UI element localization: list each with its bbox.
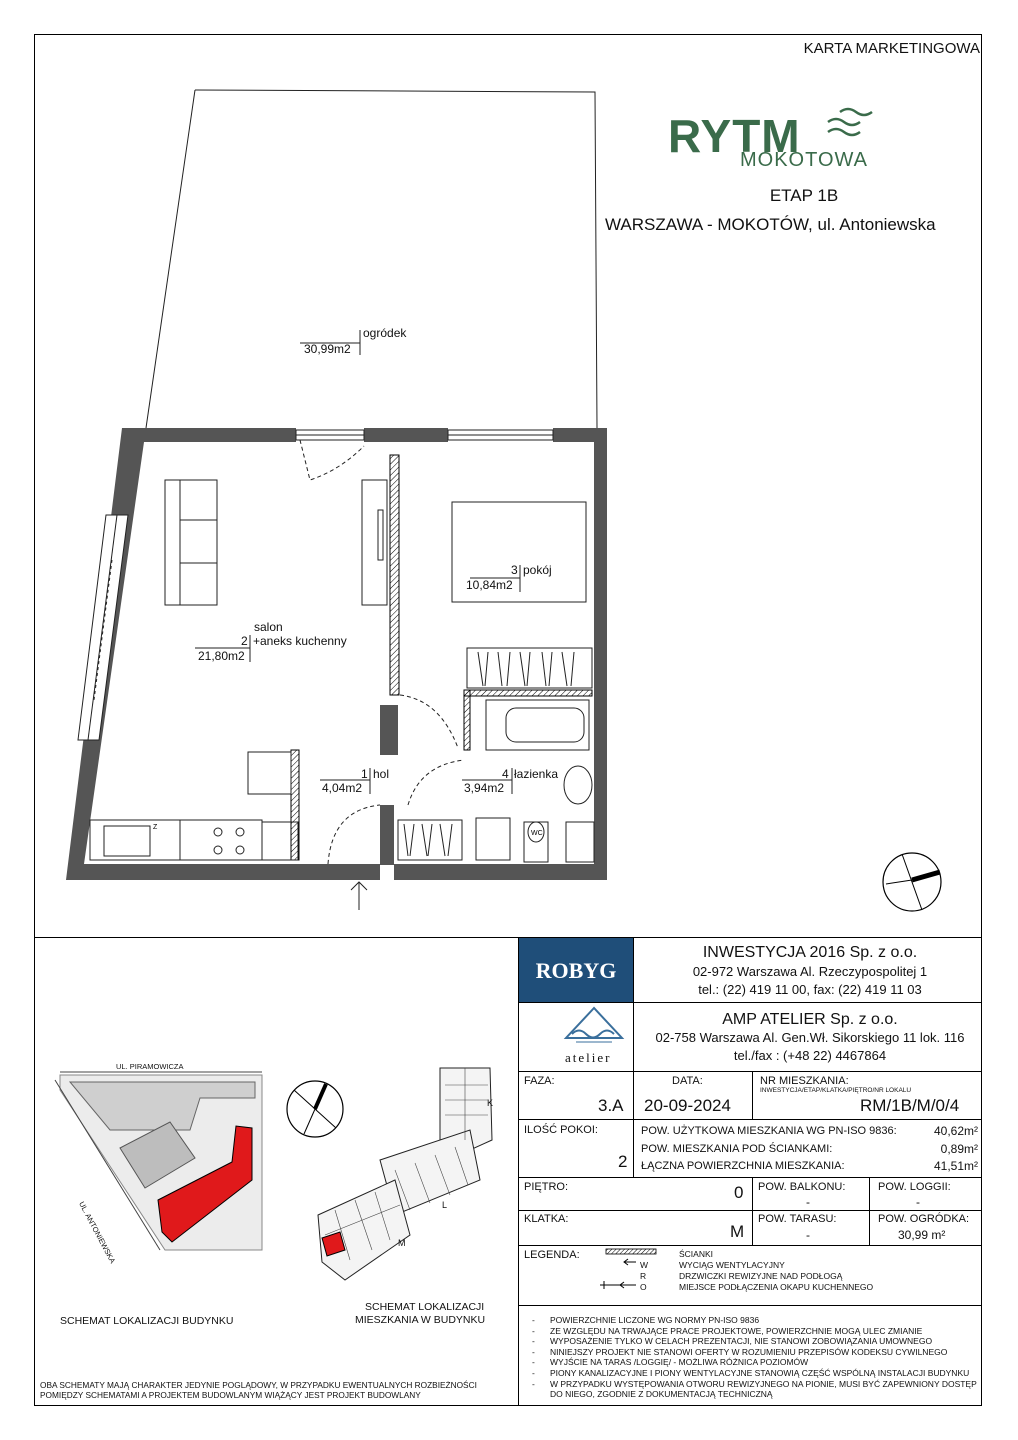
- legend-item-1: WYCIĄG WENTYLACYJNY: [679, 1260, 785, 1270]
- room-2-name-2: +aneks kuchenny: [253, 634, 347, 648]
- mark-l: L: [442, 1200, 448, 1210]
- balkon-label: POW. BALKONU:: [758, 1181, 846, 1193]
- room-garden-name: ogródek: [363, 326, 407, 340]
- architect-address: 02-758 Warszawa Al. Gen.Wł. Sikorskiego 11 lok. 116: [655, 1030, 965, 1045]
- pokoi-value: 2: [618, 1152, 628, 1171]
- pow-scianki-label: POW. MIESZKANIA POD ŚCIANKAMI:: [641, 1143, 833, 1155]
- atelier-text: atelier: [565, 1050, 612, 1065]
- disclaimer-2: POMIĘDZY SCHEMATAMI A PROJEKTEM BUDOWLANYM WIĄŻĄCY JEST PROJEKT BUDOWLANY: [40, 1390, 421, 1400]
- ogrodek-label: POW. OGRÓDKA:: [878, 1213, 970, 1225]
- loggia-value: -: [916, 1195, 920, 1209]
- legend-title: LEGENDA:: [524, 1249, 580, 1261]
- legend-symbols: [600, 1248, 674, 1294]
- architect-phone: tel./fax : (+48 22) 4467864: [733, 1048, 887, 1063]
- room-4-num: 4: [502, 767, 509, 781]
- building-schema-label: SCHEMAT LOKALIZACJI BUDYNKU: [60, 1315, 234, 1327]
- klatka-value: M: [730, 1222, 745, 1241]
- room-4-area: 3,94m2: [464, 781, 505, 795]
- pietro-value: 0: [734, 1183, 744, 1202]
- mark-k: K: [487, 1098, 494, 1108]
- note-0: - POWIERZCHNIE LICZONE WG NORMY PN-ISO 9836: [532, 1315, 760, 1325]
- room-1-name: hol: [373, 767, 390, 781]
- rytm-logo: [668, 104, 880, 174]
- legend-item-0: ŚCIANKI: [679, 1249, 714, 1259]
- nr-value: RM/1B/M/0/4: [860, 1096, 960, 1115]
- room-3-name: pokój: [523, 563, 552, 577]
- location: WARSZAWA - MOKOTÓW, ul. Antoniewska: [605, 215, 936, 234]
- wall-right: [394, 428, 607, 880]
- pietro-label: PIĘTRO:: [524, 1181, 569, 1193]
- pow-scianki-value: 0,89m²: [940, 1142, 978, 1156]
- room-garden-area: 30,99m2: [304, 342, 351, 356]
- street-piramowicza: UL. PIRAMOWICZA: [116, 1062, 184, 1071]
- faza-label: FAZA:: [524, 1075, 555, 1087]
- legend-item-2: DRZWICZKI REWIZYJNE NAD PODŁOGĄ: [679, 1271, 843, 1281]
- building-schema: [310, 1062, 510, 1296]
- room-2-area: 21,80m2: [198, 649, 245, 663]
- klatka-label: KLATKA:: [524, 1213, 569, 1225]
- pow-laczna-value: 41,51m²: [933, 1159, 978, 1173]
- nr-sub: INWESTYCJA/ETAP/KLATKA/PIĘTRO/NR LOKALU: [760, 1087, 912, 1094]
- robyg-text: ROBYG: [535, 958, 617, 983]
- loggia-label: POW. LOGGII:: [878, 1181, 951, 1193]
- room-1-num: 1: [361, 767, 368, 781]
- note-7: DO NIEGO, ZGODNIE Z DOKUMENTACJĄ TECHNICZNĄ: [550, 1389, 773, 1400]
- z-label: Z: [153, 824, 158, 831]
- pokoi-label: ILOŚĆ POKOI:: [524, 1124, 598, 1136]
- site-schema: [50, 1058, 280, 1258]
- room-3-area: 10,84m2: [466, 578, 513, 592]
- card-title: KARTA MARKETINGOWA: [803, 40, 980, 57]
- wc-label: WC: [531, 830, 543, 837]
- room-2-num: 2: [241, 634, 248, 648]
- nr-label: NR MIESZKANIA:: [760, 1075, 849, 1087]
- apartment-schema-label-2: MIESZKANIA W BUDYNKU: [355, 1314, 486, 1326]
- taras-value: -: [806, 1228, 810, 1242]
- logo-main: RYTM: [668, 110, 801, 162]
- note-4: - WYJŚCIE NA TARAS /LOGGIĘ/ - MOŻLIWA RÓŻNICA POZIOMÓW: [532, 1357, 809, 1368]
- room-1-area: 4,04m2: [322, 781, 363, 795]
- investor-name: INWESTYCJA 2016 Sp. z o.o.: [702, 944, 918, 961]
- investor-phone: tel.: (22) 419 11 00, fax: (22) 419 11 03: [698, 982, 922, 997]
- room-2-name-1: salon: [254, 620, 283, 634]
- note-5: - PIONY KANALIZACYJNE I PIONY WENTYLACYJNE STANOWIĄ CZĘŚĆ WSPÓLNĄ INSTALACJI BUDYNKU: [532, 1367, 970, 1378]
- note-2: - WYPOSAŻENIE TYLKO W CELACH PREZENTACJI, NIE STANOWI ZOBOWIĄZANIA UMOWNEGO: [532, 1336, 933, 1347]
- note-6: - W PRZYPADKU WYSTĘPOWANIA OTWORU REWIZYJNEGO NA PIONIE, MUSI BYĆ ZAPEWNIONY DOSTĘP: [532, 1378, 977, 1389]
- robyg-logo: [519, 938, 633, 1002]
- ogrodek-value: 30,99 m²: [898, 1228, 946, 1242]
- legend-sym-r: R: [640, 1271, 647, 1281]
- stage: ETAP 1B: [769, 186, 839, 205]
- notes-list: [532, 1315, 977, 1400]
- pow-uzytkowa-label: POW. UŻYTKOWA MIESZKANIA WG PN-ISO 9836:: [641, 1125, 897, 1137]
- architect-name: AMP ATELIER Sp. z o.o.: [722, 1011, 898, 1028]
- street-antoniewska: UL. ANTONIEWSKA: [77, 1200, 118, 1265]
- taras-label: POW. TARASU:: [758, 1213, 837, 1225]
- pow-laczna-label: ŁĄCZNA POWIERZCHNIA MIESZKANIA:: [641, 1160, 845, 1172]
- data-label: DATA:: [672, 1075, 703, 1087]
- compass-icon: [880, 850, 944, 914]
- legend-sym-o: O: [640, 1282, 647, 1292]
- legend-item-3: MIEJSCE PODŁĄCZENIA OKAPU KUCHENNEGO: [679, 1282, 874, 1292]
- room-4-name: łazienka: [514, 767, 559, 781]
- balkon-value: -: [806, 1195, 810, 1209]
- note-3: - NINIEJSZY PROJEKT NIE STANOWI OFERTY W ROZUMIENIU PRZEPISÓW KODEKSU CYWILNEGO: [532, 1346, 948, 1357]
- pow-uzytkowa-value: 40,62m²: [933, 1124, 978, 1138]
- room-3-num: 3: [511, 563, 518, 577]
- disclaimer-1: OBA SCHEMATY MAJĄ CHARAKTER JEDYNIE POGLĄDOWY, W PRZYPADKU EWENTUALNYCH ROZBIEŻNOŚCI: [40, 1380, 477, 1390]
- apartment-schema-label-1: SCHEMAT LOKALIZACJI: [365, 1301, 485, 1313]
- investor-address: 02-972 Warszawa Al. Rzeczypospolitej 1: [692, 964, 928, 979]
- note-1: - ZE WZGLĘDU NA TRWAJĄCE PRACE PROJEKTOWE, POWIERZCHNIE MOGĄ ULEC ZMIANIE: [532, 1325, 923, 1336]
- mark-m: M: [398, 1238, 406, 1248]
- faza-value: 3.A: [598, 1096, 624, 1115]
- legend-sym-w: W: [640, 1260, 649, 1270]
- data-value: 20-09-2024: [644, 1096, 731, 1115]
- logo-sub: MOKOTOWA: [740, 149, 868, 171]
